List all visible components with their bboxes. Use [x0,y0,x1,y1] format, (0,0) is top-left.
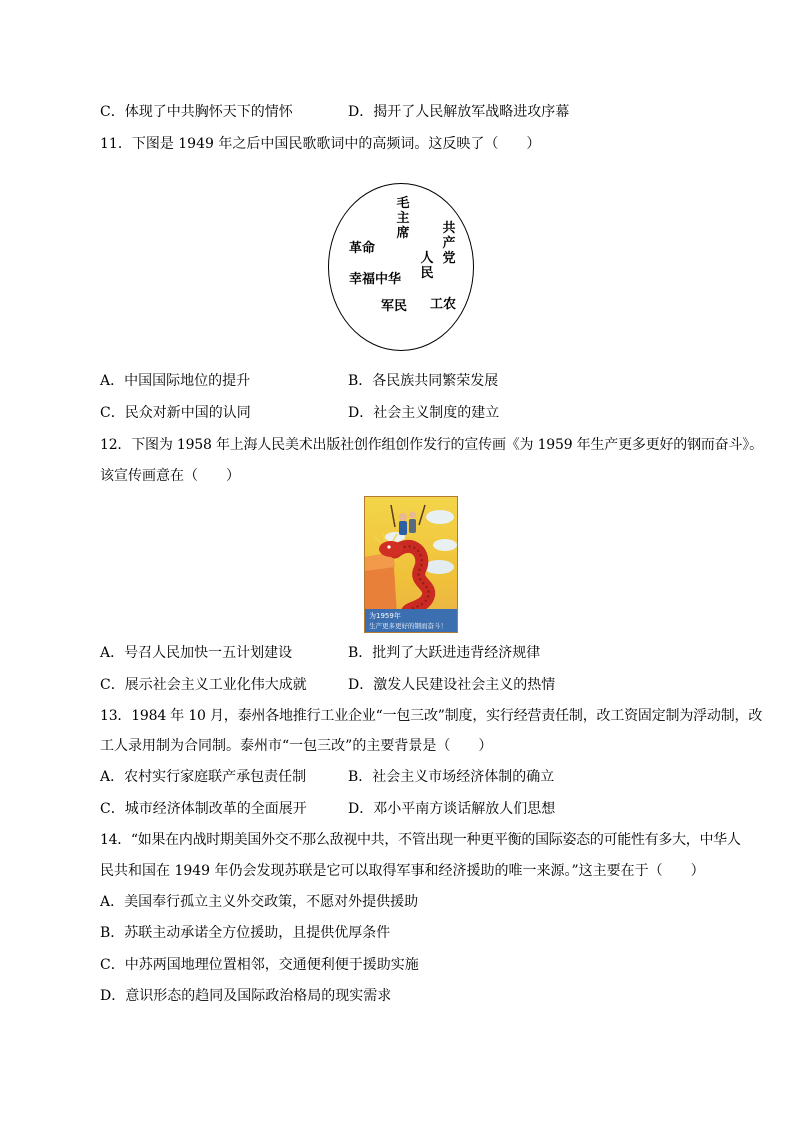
q14-option-d: D．意识形态的趋同及国际政治格局的现实需求 [100,988,392,1004]
q13-stem-line2: 工人录用制为合同制。泰州市“一包三改”的主要背景是（ ） [100,738,493,754]
q11-option-b: B．各民族共同繁荣发展 [348,373,499,389]
q12-option-a: A．号召人民加快一五计划建设 [100,645,293,661]
q13-stem-line1: 13．1984 年 10 月，泰州各地推行工业企业“一包三改”制度，实行经营责任制，改工资固定制为浮动制，改 [100,708,763,724]
q13-option-c: C．城市经济体制改革的全面展开 [100,801,307,817]
word-junmin: 军民 [381,299,408,314]
q13-option-b: B．社会主义市场经济体制的确立 [348,769,555,785]
poster-caption-line1: 为1959年 [369,612,401,620]
word-mao-zhuxi: 毛主席 [396,196,410,241]
q12-option-c: C．展示社会主义工业化伟大成就 [100,677,307,693]
q10-option-c: C．体现了中共胸怀天下的情怀 [100,104,293,120]
q14-option-b: B．苏联主动承诺全方位援助，且提供优厚条件 [100,925,391,941]
q14-stem-line1: 14．“如果在内战时期美国外交不那么敌视中共，不管出现一种更平衡的国际姿态的可能性有多大，中华人 [100,832,741,848]
q13-option-d: D．邓小平南方谈话解放人们思想 [348,801,556,817]
poster-image [365,497,457,632]
q12-stem-line2: 该宣传画意在（ ） [100,468,240,484]
q11-option-d: D．社会主义制度的建立 [348,405,500,421]
q14-option-a: A．美国奉行孤立主义外交政策，不愿对外提供援助 [100,894,419,910]
q10-option-d: D．揭开了人民解放军战略进攻序幕 [348,104,570,120]
word-gongnong: 工农 [430,297,457,312]
q11-option-c: C．民众对新中国的认同 [100,405,251,421]
q13-option-a: A．农村实行家庭联产承包责任制 [100,769,307,785]
q14-option-c: C．中苏两国地理位置相邻，交通便利便于援助实施 [100,957,419,973]
poster-caption-line2: 生产更多更好的钢而奋斗！ [369,622,447,630]
word-geming: 革命 [349,241,376,256]
word-gongchandang: 共产党 [442,221,456,266]
q12-option-b: B．批判了大跃进违背经济规律 [348,645,541,661]
word-xingfu-zhonghua: 幸福中华 [349,272,402,287]
q11-option-a: A．中国国际地位的提升 [100,373,251,389]
q14-stem-line2: 民共和国在 1949 年仍会发现苏联是它可以取得军事和经济援助的唯一来源。”这主要在于（ ） [100,863,705,879]
propaganda-poster [364,496,458,633]
word-renmin: 人民 [420,251,434,281]
q11-stem: 11．下图是 1949 年之后中国民歌歌词中的高频词。这反映了（ ） [100,136,541,152]
q12-option-d: D．激发人民建设社会主义的热情 [348,677,556,693]
q12-stem-line1: 12．下图为 1958 年上海人民美术出版社创作组创作发行的宣传画《为 1959 年生产更多更好的钢而奋斗》。 [100,437,763,453]
